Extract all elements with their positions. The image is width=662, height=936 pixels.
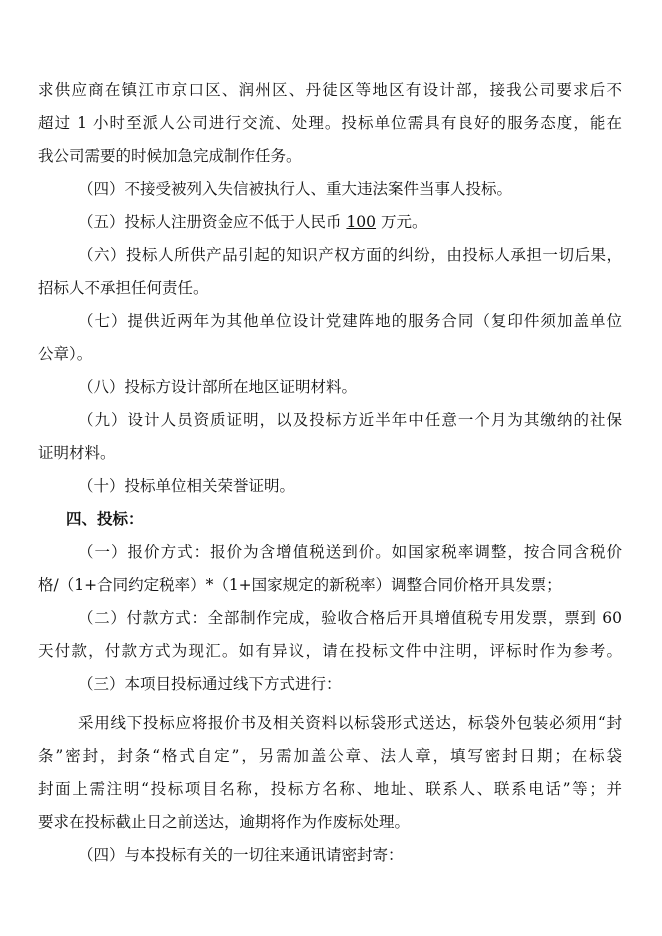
text-line: 我公司需要的时候加急完成制作任务。 xyxy=(38,147,302,165)
text-line: （四）与本投标有关的一切往来通讯请密封寄： xyxy=(78,846,404,864)
capital-amount: 100 xyxy=(346,213,377,231)
text-line: （八）投标方设计部所在地区证明材料。 xyxy=(78,378,358,396)
text-line: （三）本项目投标通过线下方式进行： xyxy=(78,675,342,693)
text-line: 条”密封，封条“格式自定”，另需加盖公章、法人章，填写密封日期；在标袋 xyxy=(38,747,622,765)
text-line: 封面上需注明“投标项目名称，投标方名称、地址、联系人、联系电话”等；并 xyxy=(38,780,622,798)
text-line: （二）付款方式：全部制作完成，验收合格后开具增值税专用发票，票到 60 xyxy=(78,609,622,627)
text-line: 公章）。 xyxy=(38,345,93,363)
text-line: （九）设计人员资质证明，以及投标方近半年中任意一个月为其缴纳的社保 xyxy=(78,411,622,429)
text-line: （四）不接受被列入失信被执行人、重大违法案件当事人投标。 xyxy=(78,180,513,198)
text-line: 格/（1+合同约定税率）*（1+国家规定的新税率）调整合同价格开具发票； xyxy=(38,576,562,594)
text-span: （五）投标人注册资金应不低于人民币 xyxy=(78,213,347,231)
text-span: 万元。 xyxy=(376,213,428,231)
text-line: 证明材料。 xyxy=(38,444,116,462)
section-heading: 四、投标： xyxy=(66,509,144,528)
text-line: （六）投标人所供产品引起的知识产权方面的纠纷，由投标人承担一切后果， xyxy=(78,246,622,264)
text-line: 天付款，付款方式为现汇。如有异议，请在投标文件中注明，评标时作为参考。 xyxy=(38,642,622,660)
text-line: （十）投标单位相关荣誉证明。 xyxy=(78,477,296,495)
text-line: （一）报价方式：报价为含增值税送到价。如国家税率调整，按合同含税价 xyxy=(78,543,622,561)
text-line: 要求在投标截止日之前送达，逾期将作为作废标处理。 xyxy=(38,813,411,831)
text-line: 采用线下投标应将报价书及相关资料以标袋形式送达，标袋外包装必须用“封 xyxy=(78,714,622,732)
text-line: 招标人不承担任何责任。 xyxy=(38,279,209,297)
text-line: 求供应商在镇江市京口区、润州区、丹徒区等地区有设计部，接我公司要求后不 xyxy=(38,81,622,99)
registered-capital-line xyxy=(78,210,662,234)
text-line: （七）提供近两年为其他单位设计党建阵地的服务合同（复印件须加盖单位 xyxy=(78,312,622,330)
text-line: 超过 1 小时至派人公司进行交流、处理。投标单位需具有良好的服务态度，能在 xyxy=(38,114,622,132)
